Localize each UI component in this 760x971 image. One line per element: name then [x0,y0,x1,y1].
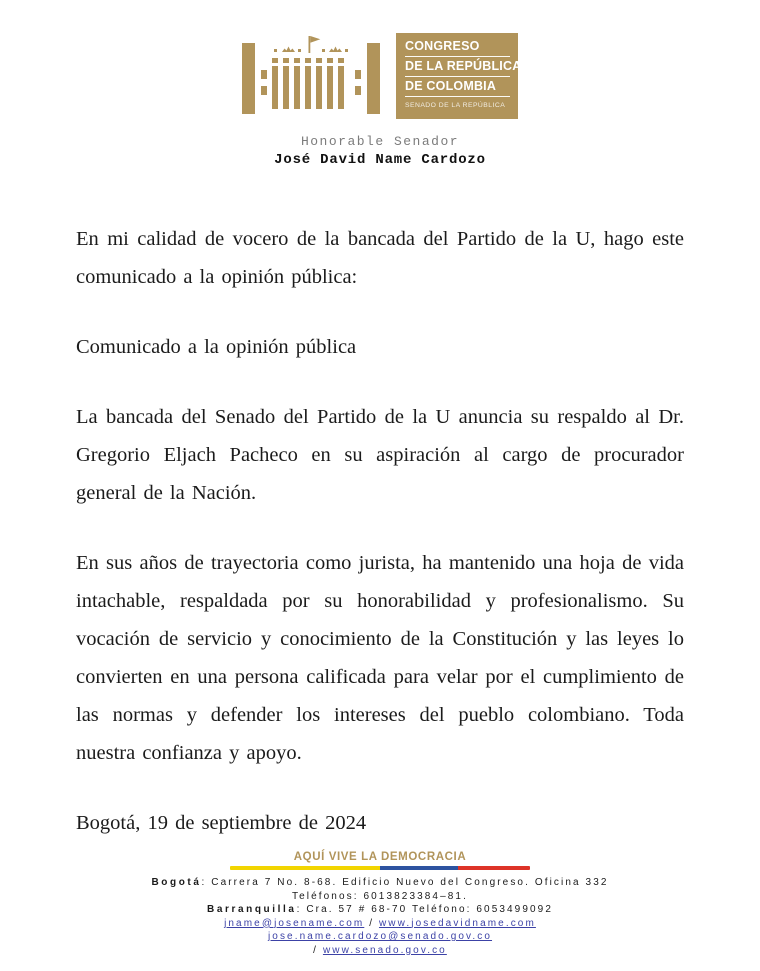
address-barranquilla-label: Barranquilla [207,904,297,915]
body-paragraph-trayectoria: En sus años de trayectoria como jurista, ha mantenido una hoja de vida intachable, respaldada por su honorabilidad y profesionalismo. Su vocación de servicio y conocimiento de la Constitución y las leyes lo convierten en una persona calificada para velar por el cumplimiento de las normas y defender los intereses del pueblo colombiano. Toda nuestra confianza y apoyo. [76,552,684,764]
honorific-title: Honorable Senador [300,134,460,149]
logo-line-colombia: DE COLOMBIA [405,80,510,97]
address-barranquilla [0,903,760,917]
address-bogota [0,876,760,890]
email-link-personal[interactable]: jname@josename.com [224,917,365,929]
slogan: AQUÍ VIVE LA DEMOCRACIA [293,851,467,863]
senate-email-row [0,930,760,944]
logo-line-congreso: CONGRESO [405,40,510,57]
communique-heading: Comunicado a la opinión pública [76,336,357,358]
logo-text-box [396,33,522,119]
colombia-flag-bar [230,866,530,870]
link-separator: / [313,944,319,956]
senate-site-row [0,944,760,958]
email-link-senate[interactable]: jose.name.cardozo@senado.gov.co [267,931,493,942]
capitol-columns-icon [242,33,380,119]
senator-name: José David Name Cardozo [274,152,486,168]
logo-subtitle-senado: SENADO DE LA REPÚBLICA [405,102,506,109]
flag-blue-segment [380,866,458,870]
flag-yellow-segment [230,866,380,870]
body-paragraph-intro: En mi calidad de vocero de la bancada del Partido de la U, hago este comunicado a la opinión pública: [76,228,684,288]
letterhead-footer [0,851,760,971]
address-bogota-label: Bogotá [151,877,202,888]
link-separator: / [369,917,375,929]
flag-red-segment [458,866,530,870]
website-link-senate[interactable]: www.senado.gov.co [322,944,447,956]
address-barranquilla-text: : Cra. 57 # 68-70 Teléfono: 6053499092 [296,904,553,915]
contact-links-row [0,917,760,931]
letter-body [0,220,760,842]
address-phones: Teléfonos: 6013823384–81. [292,890,468,902]
body-paragraph-respaldo: La bancada del Senado del Partido de la U anuncia su respaldo al Dr. Gregorio Eljach Pacheco en su aspiración al cargo de procurador general de la Nación. [76,406,684,504]
address-bogota-text: : Carrera 7 No. 8-68. Edificio Nuevo del Congreso. Oficina 332 [201,877,609,888]
congress-logo [0,33,760,119]
date-line: Bogotá, 19 de septiembre de 2024 [76,812,367,834]
website-link-personal[interactable]: www.josedavidname.com [378,917,536,929]
logo-line-republica: DE LA REPÚBLICA [405,60,510,77]
letterhead [0,0,760,168]
